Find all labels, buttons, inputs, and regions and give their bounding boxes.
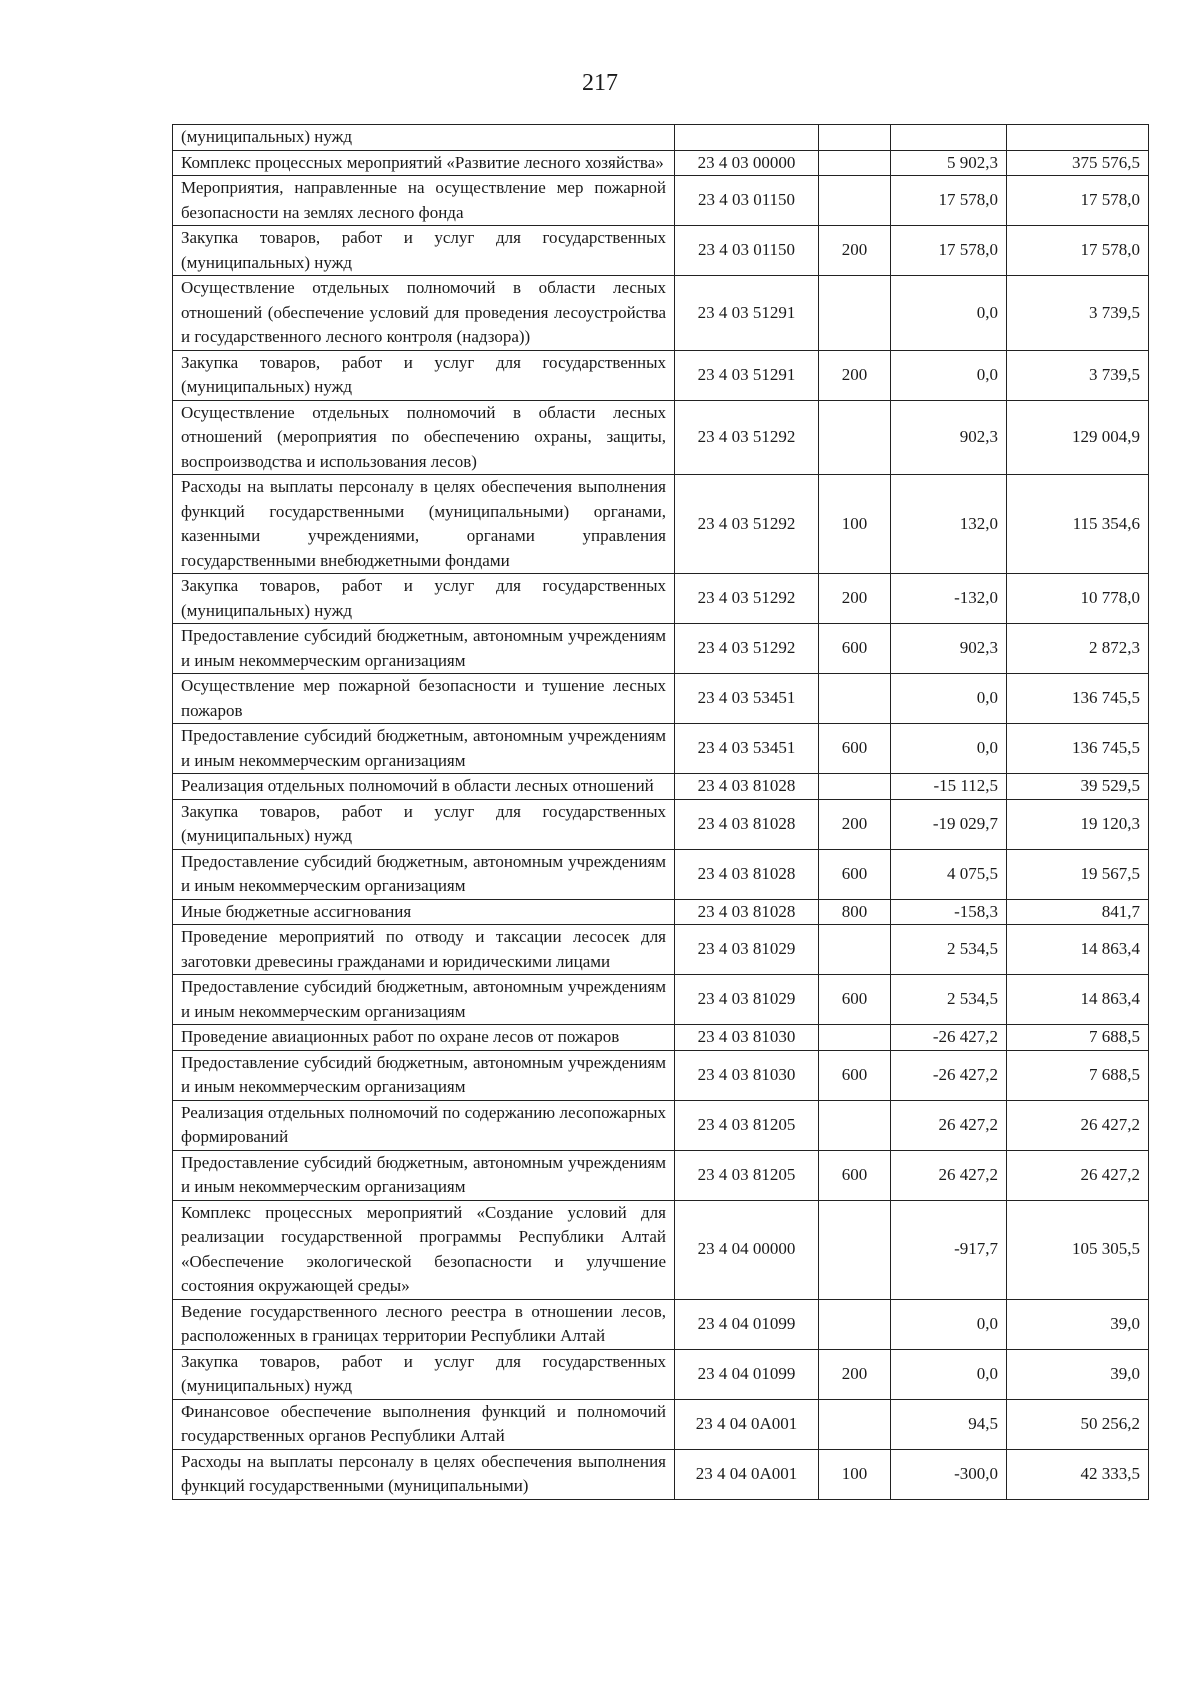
row-total-cell: 19 120,3 — [1007, 799, 1149, 849]
row-total-cell: 3 739,5 — [1007, 350, 1149, 400]
row-change-cell: -26 427,2 — [891, 1025, 1007, 1051]
row-expense-type-cell — [819, 176, 891, 226]
row-expense-type-cell: 100 — [819, 1449, 891, 1499]
row-name-cell: Осуществление отдельных полномочий в области лесных отношений (мероприятия по обеспечению охраны, защиты, воспроизводства и использования лесов) — [173, 400, 675, 475]
row-name-cell: Ведение государственного лесного реестра в отношении лесов, расположенных в границах территории Республики Алтай — [173, 1299, 675, 1349]
row-change-cell: -158,3 — [891, 899, 1007, 925]
row-expense-type-cell: 600 — [819, 624, 891, 674]
row-code-cell: 23 4 03 81028 — [675, 849, 819, 899]
table-row — [173, 350, 1149, 400]
row-total-cell: 841,7 — [1007, 899, 1149, 925]
row-name-cell: Предоставление субсидий бюджетным, автономным учреждениям и иным некоммерческим организациям — [173, 975, 675, 1025]
row-expense-type-cell — [819, 674, 891, 724]
row-change-cell: 94,5 — [891, 1399, 1007, 1449]
row-total-cell: 17 578,0 — [1007, 176, 1149, 226]
row-change-cell: 902,3 — [891, 624, 1007, 674]
row-name-cell: Иные бюджетные ассигнования — [173, 899, 675, 925]
row-code-cell: 23 4 03 51292 — [675, 624, 819, 674]
row-code-cell: 23 4 03 51291 — [675, 350, 819, 400]
row-expense-type-cell: 100 — [819, 475, 891, 574]
row-total-cell: 39,0 — [1007, 1299, 1149, 1349]
row-code-cell: 23 4 04 00000 — [675, 1200, 819, 1299]
row-code-cell: 23 4 03 81205 — [675, 1150, 819, 1200]
row-change-cell: 0,0 — [891, 350, 1007, 400]
table-row — [173, 899, 1149, 925]
row-expense-type-cell: 200 — [819, 574, 891, 624]
row-name-cell: Расходы на выплаты персоналу в целях обеспечения выполнения функций государственными (муниципальными) — [173, 1449, 675, 1499]
row-code-cell — [675, 125, 819, 151]
row-change-cell: 4 075,5 — [891, 849, 1007, 899]
row-total-cell: 7 688,5 — [1007, 1025, 1149, 1051]
row-total-cell: 375 576,5 — [1007, 150, 1149, 176]
budget-table — [172, 124, 1149, 1500]
row-name-cell: Предоставление субсидий бюджетным, автономным учреждениям и иным некоммерческим организациям — [173, 1050, 675, 1100]
table-row — [173, 1150, 1149, 1200]
row-code-cell: 23 4 04 01099 — [675, 1299, 819, 1349]
row-name-cell: Предоставление субсидий бюджетным, автономным учреждениям и иным некоммерческим организациям — [173, 724, 675, 774]
row-name-cell: Реализация отдельных полномочий по содержанию лесопожарных формирований — [173, 1100, 675, 1150]
table-row — [173, 1025, 1149, 1051]
row-expense-type-cell — [819, 925, 891, 975]
row-change-cell — [891, 125, 1007, 151]
table-row — [173, 1449, 1149, 1499]
row-total-cell — [1007, 125, 1149, 151]
row-expense-type-cell — [819, 1025, 891, 1051]
row-expense-type-cell: 600 — [819, 1150, 891, 1200]
row-code-cell: 23 4 03 01150 — [675, 226, 819, 276]
row-change-cell: -19 029,7 — [891, 799, 1007, 849]
budget-table-body — [173, 125, 1149, 1500]
row-expense-type-cell: 600 — [819, 849, 891, 899]
row-expense-type-cell — [819, 774, 891, 800]
page-number: 217 — [582, 70, 618, 96]
table-row — [173, 276, 1149, 351]
row-expense-type-cell — [819, 150, 891, 176]
table-row — [173, 674, 1149, 724]
row-expense-type-cell — [819, 1399, 891, 1449]
row-name-cell: Расходы на выплаты персоналу в целях обеспечения выполнения функций государственными (муниципальными) органами, казенными учреждениями, органами управления государственными внебюджетными фондами — [173, 475, 675, 574]
row-change-cell: 2 534,5 — [891, 975, 1007, 1025]
row-code-cell: 23 4 03 81029 — [675, 975, 819, 1025]
row-total-cell: 42 333,5 — [1007, 1449, 1149, 1499]
row-change-cell: -300,0 — [891, 1449, 1007, 1499]
row-code-cell: 23 4 03 81028 — [675, 899, 819, 925]
row-total-cell: 39 529,5 — [1007, 774, 1149, 800]
row-expense-type-cell: 600 — [819, 975, 891, 1025]
row-expense-type-cell: 600 — [819, 1050, 891, 1100]
row-code-cell: 23 4 03 81030 — [675, 1025, 819, 1051]
row-name-cell: Комплекс процессных мероприятий «Создание условий для реализации государственной программы Республики Алтай «Обеспечение экологической безопасности и улучшение состояния окружающей среды» — [173, 1200, 675, 1299]
row-change-cell: 26 427,2 — [891, 1100, 1007, 1150]
table-row — [173, 1050, 1149, 1100]
row-change-cell: -132,0 — [891, 574, 1007, 624]
row-expense-type-cell: 200 — [819, 226, 891, 276]
row-name-cell: Закупка товаров, работ и услуг для государственных (муниципальных) нужд — [173, 350, 675, 400]
row-change-cell: 0,0 — [891, 1299, 1007, 1349]
row-expense-type-cell — [819, 1200, 891, 1299]
row-total-cell: 50 256,2 — [1007, 1399, 1149, 1449]
row-total-cell: 19 567,5 — [1007, 849, 1149, 899]
row-name-cell: Проведение авиационных работ по охране лесов от пожаров — [173, 1025, 675, 1051]
row-name-cell: Комплекс процессных мероприятий «Развитие лесного хозяйства» — [173, 150, 675, 176]
table-row — [173, 1349, 1149, 1399]
row-total-cell: 26 427,2 — [1007, 1150, 1149, 1200]
row-name-cell: Проведение мероприятий по отводу и таксации лесосек для заготовки древесины гражданами и юридическими лицами — [173, 925, 675, 975]
table-row — [173, 799, 1149, 849]
table-row — [173, 176, 1149, 226]
row-total-cell: 3 739,5 — [1007, 276, 1149, 351]
row-total-cell: 10 778,0 — [1007, 574, 1149, 624]
row-code-cell: 23 4 03 51292 — [675, 475, 819, 574]
table-row — [173, 400, 1149, 475]
row-code-cell: 23 4 04 0A001 — [675, 1399, 819, 1449]
row-total-cell: 2 872,3 — [1007, 624, 1149, 674]
row-expense-type-cell — [819, 125, 891, 151]
row-total-cell: 17 578,0 — [1007, 226, 1149, 276]
row-total-cell: 105 305,5 — [1007, 1200, 1149, 1299]
row-expense-type-cell — [819, 276, 891, 351]
table-row — [173, 150, 1149, 176]
row-code-cell: 23 4 03 81030 — [675, 1050, 819, 1100]
row-change-cell: 17 578,0 — [891, 226, 1007, 276]
table-row — [173, 574, 1149, 624]
row-name-cell: (муниципальных) нужд — [173, 125, 675, 151]
row-code-cell: 23 4 03 01150 — [675, 176, 819, 226]
row-total-cell: 129 004,9 — [1007, 400, 1149, 475]
row-code-cell: 23 4 03 53451 — [675, 724, 819, 774]
row-code-cell: 23 4 03 81205 — [675, 1100, 819, 1150]
row-change-cell: 0,0 — [891, 674, 1007, 724]
row-name-cell: Осуществление отдельных полномочий в области лесных отношений (обеспечение условий для проведения лесоустройства и государственного лесного контроля (надзора)) — [173, 276, 675, 351]
table-row — [173, 475, 1149, 574]
row-name-cell: Реализация отдельных полномочий в области лесных отношений — [173, 774, 675, 800]
table-row — [173, 1200, 1149, 1299]
row-name-cell: Финансовое обеспечение выполнения функций и полномочий государственных органов Республики Алтай — [173, 1399, 675, 1449]
row-total-cell: 136 745,5 — [1007, 674, 1149, 724]
row-name-cell: Закупка товаров, работ и услуг для государственных (муниципальных) нужд — [173, 1349, 675, 1399]
table-row — [173, 724, 1149, 774]
table-row — [173, 226, 1149, 276]
row-name-cell: Закупка товаров, работ и услуг для государственных (муниципальных) нужд — [173, 574, 675, 624]
row-expense-type-cell: 600 — [819, 724, 891, 774]
row-code-cell: 23 4 03 51292 — [675, 574, 819, 624]
row-change-cell: -917,7 — [891, 1200, 1007, 1299]
row-code-cell: 23 4 04 0A001 — [675, 1449, 819, 1499]
row-name-cell: Предоставление субсидий бюджетным, автономным учреждениям и иным некоммерческим организациям — [173, 624, 675, 674]
row-expense-type-cell: 800 — [819, 899, 891, 925]
row-code-cell: 23 4 03 51291 — [675, 276, 819, 351]
row-code-cell: 23 4 03 81028 — [675, 799, 819, 849]
row-expense-type-cell — [819, 1299, 891, 1349]
row-name-cell: Осуществление мер пожарной безопасности и тушение лесных пожаров — [173, 674, 675, 724]
row-change-cell: 5 902,3 — [891, 150, 1007, 176]
row-code-cell: 23 4 03 81029 — [675, 925, 819, 975]
row-total-cell: 7 688,5 — [1007, 1050, 1149, 1100]
table-row — [173, 125, 1149, 151]
row-code-cell: 23 4 03 53451 — [675, 674, 819, 724]
row-change-cell: 17 578,0 — [891, 176, 1007, 226]
row-expense-type-cell — [819, 400, 891, 475]
row-change-cell: 0,0 — [891, 1349, 1007, 1399]
row-expense-type-cell: 200 — [819, 350, 891, 400]
table-row — [173, 1100, 1149, 1150]
row-change-cell: -26 427,2 — [891, 1050, 1007, 1100]
table-row — [173, 1399, 1149, 1449]
row-expense-type-cell — [819, 1100, 891, 1150]
row-total-cell: 14 863,4 — [1007, 975, 1149, 1025]
table-row — [173, 774, 1149, 800]
table-row — [173, 624, 1149, 674]
row-name-cell: Предоставление субсидий бюджетным, автономным учреждениям и иным некоммерческим организациям — [173, 1150, 675, 1200]
row-change-cell: 2 534,5 — [891, 925, 1007, 975]
row-name-cell: Предоставление субсидий бюджетным, автономным учреждениям и иным некоммерческим организациям — [173, 849, 675, 899]
row-expense-type-cell: 200 — [819, 1349, 891, 1399]
row-code-cell: 23 4 03 81028 — [675, 774, 819, 800]
row-change-cell: 902,3 — [891, 400, 1007, 475]
row-total-cell: 115 354,6 — [1007, 475, 1149, 574]
row-change-cell: 26 427,2 — [891, 1150, 1007, 1200]
table-row — [173, 1299, 1149, 1349]
row-name-cell: Закупка товаров, работ и услуг для государственных (муниципальных) нужд — [173, 226, 675, 276]
row-total-cell: 26 427,2 — [1007, 1100, 1149, 1150]
row-change-cell: 132,0 — [891, 475, 1007, 574]
row-code-cell: 23 4 04 01099 — [675, 1349, 819, 1399]
row-total-cell: 14 863,4 — [1007, 925, 1149, 975]
row-code-cell: 23 4 03 51292 — [675, 400, 819, 475]
row-change-cell: -15 112,5 — [891, 774, 1007, 800]
row-code-cell: 23 4 03 00000 — [675, 150, 819, 176]
row-change-cell: 0,0 — [891, 276, 1007, 351]
table-row — [173, 925, 1149, 975]
row-change-cell: 0,0 — [891, 724, 1007, 774]
row-name-cell: Мероприятия, направленные на осуществление мер пожарной безопасности на землях лесного фонда — [173, 176, 675, 226]
row-name-cell: Закупка товаров, работ и услуг для государственных (муниципальных) нужд — [173, 799, 675, 849]
row-expense-type-cell: 200 — [819, 799, 891, 849]
row-total-cell: 39,0 — [1007, 1349, 1149, 1399]
table-row — [173, 975, 1149, 1025]
row-total-cell: 136 745,5 — [1007, 724, 1149, 774]
table-row — [173, 849, 1149, 899]
